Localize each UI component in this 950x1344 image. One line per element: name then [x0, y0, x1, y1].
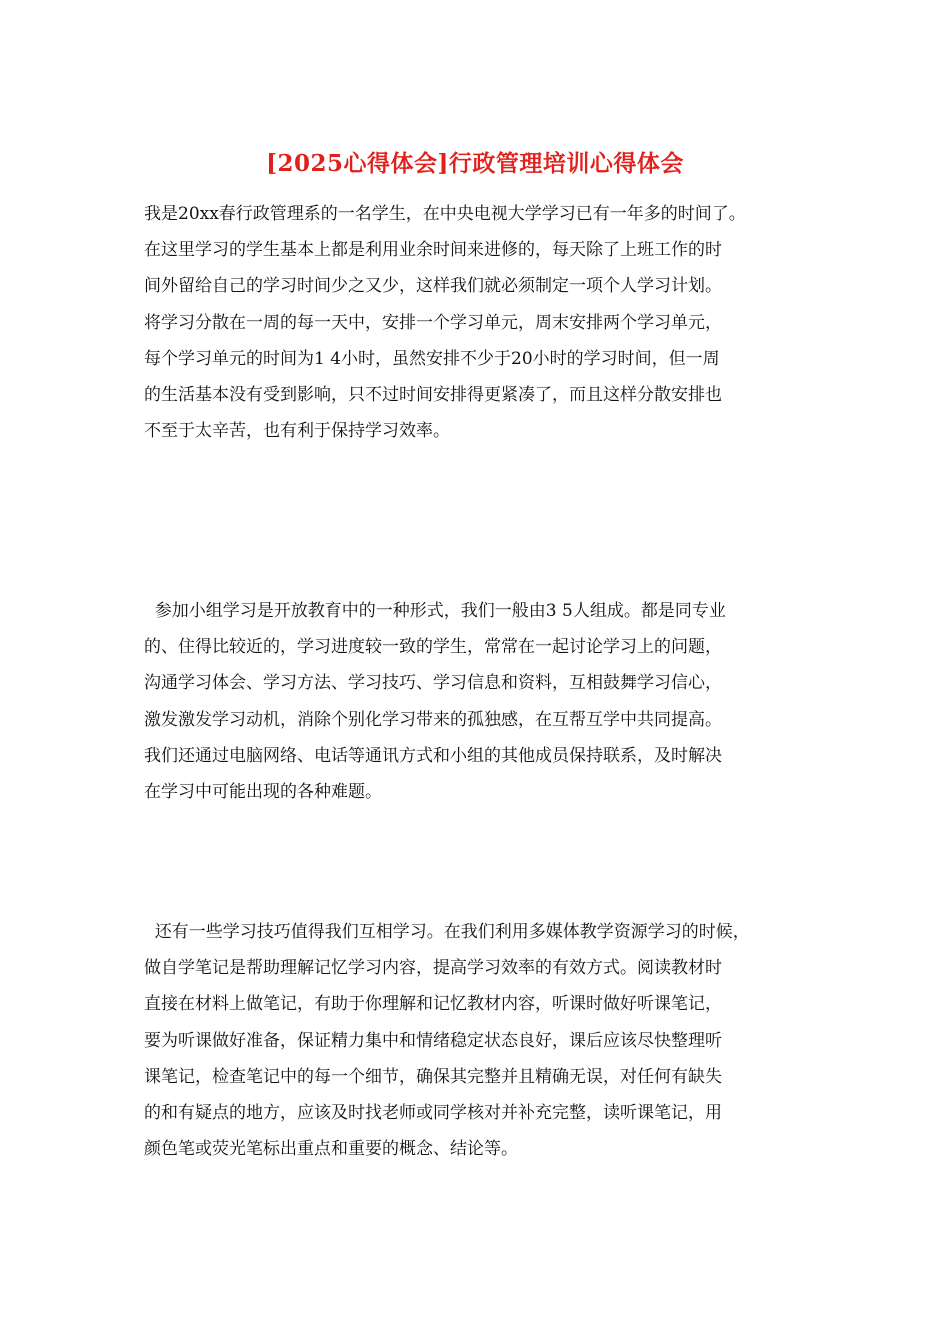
paragraph-line: 激发激发学习动机，消除个别化学习带来的孤独感，在互帮互学中共同提高。: [144, 709, 722, 730]
paragraph-line: 的生活基本没有受到影响，只不过时间安排得更紧凑了，而且这样分散安排也: [144, 384, 722, 405]
paragraph-line: 每个学习单元的时间为1 4小时，虽然安排不少于20小时的学习时间，但一周: [144, 348, 720, 369]
paragraph-line: 在这里学习的学生基本上都是利用业余时间来进修的，每天除了上班工作的时: [144, 240, 722, 261]
paragraph-line: 不至于太辛苦，也有利于保持学习效率。: [144, 421, 450, 442]
paragraph-line: 参加小组学习是开放教育中的一种形式，我们一般由3 5人组成。都是同专业: [144, 601, 726, 621]
paragraph-line: 我是20xx春行政管理系的一名学生，在中央电视大学学习已有一年多的时间了。: [144, 204, 746, 224]
paragraph-study-skills: [144, 914, 844, 1167]
paragraph-line: 在学习中可能出现的各种难题。: [144, 781, 382, 802]
document-title: [2025心得体会]行政管理培训心得体会: [266, 150, 684, 177]
paragraph-line: 颜色笔或荧光笔标出重点和重要的概念、结论等。: [144, 1139, 518, 1160]
paragraph-line: 沟通学习体会、学习方法、学习技巧、学习信息和资料，互相鼓舞学习信心，: [144, 673, 722, 694]
paragraph-line: 间外留给自己的学习时间少之又少，这样我们就必须制定一项个人学习计划。: [144, 276, 722, 297]
paragraph-line: 做自学笔记是帮助理解记忆学习内容，提高学习效率的有效方式。阅读教材时: [144, 958, 722, 979]
paragraph-line: 课笔记，检查笔记中的每一个细节，确保其完整并且精确无误，对任何有缺失: [144, 1066, 722, 1087]
paragraph-line: 要为听课做好准备，保证精力集中和情绪稳定状态良好，课后应该尽快整理听: [144, 1030, 722, 1051]
paragraph-line: 的、住得比较近的，学习进度较一致的学生，常常在一起讨论学习上的问题，: [144, 637, 722, 658]
paragraph-line: 将学习分散在一周的每一天中，安排一个学习单元，周末安排两个学习单元，: [144, 312, 722, 333]
paragraph-line: 直接在材料上做笔记，有助于你理解和记忆教材内容，听课时做好听课笔记，: [144, 994, 722, 1015]
paragraph-line: 的和有疑点的地方，应该及时找老师或同学核对并补充完整，读听课笔记，用: [144, 1102, 722, 1123]
paragraph-study-plan: [144, 196, 844, 449]
paragraph-line: 我们还通过电脑网络、电话等通讯方式和小组的其他成员保持联系，及时解决: [144, 745, 722, 766]
paragraph-line: 还有一些学习技巧值得我们互相学习。在我们利用多媒体教学资源学习的时候，: [144, 922, 750, 942]
paragraph-group-study: [144, 593, 844, 810]
